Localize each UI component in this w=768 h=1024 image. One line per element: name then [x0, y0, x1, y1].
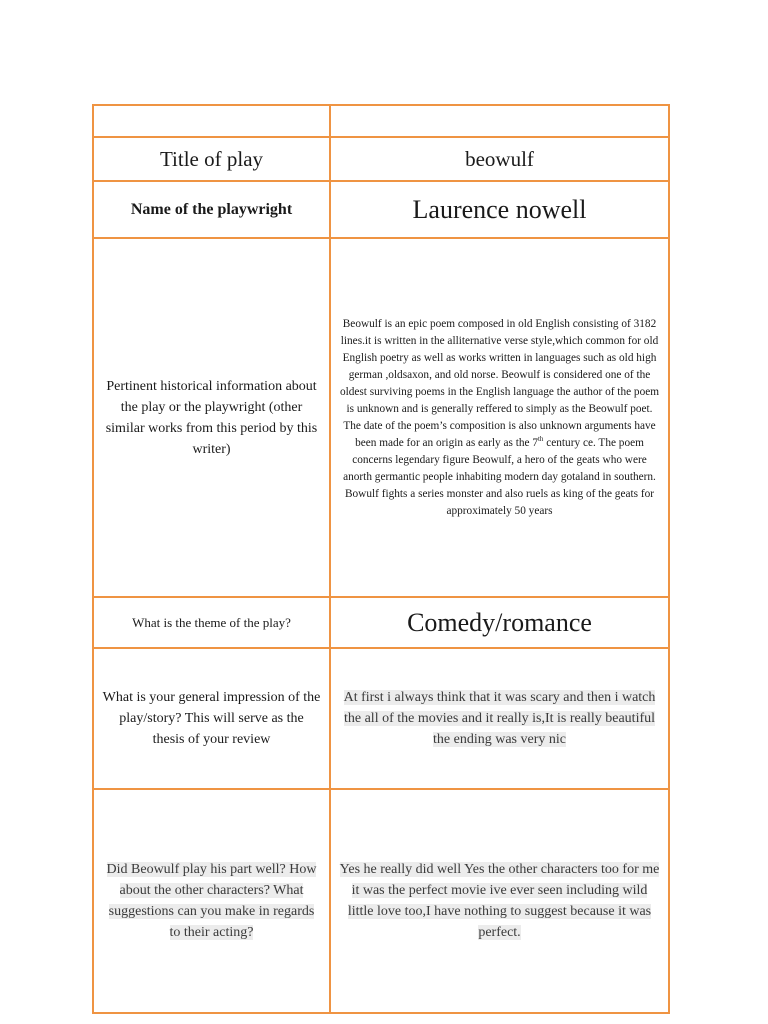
playwright-label: Name of the playwright — [93, 181, 330, 238]
playwright-value: Laurence nowell — [330, 181, 669, 238]
blank-cell-right — [330, 105, 669, 137]
table-row-playwright — [93, 181, 669, 238]
history-text-superscript: th — [537, 434, 544, 443]
impression-value-cell — [330, 648, 669, 789]
table-row-acting — [93, 789, 669, 1013]
impression-label: What is your general impression of the play/story? This will serve as the thesis of your review — [93, 648, 330, 789]
title-label: Title of play — [93, 137, 330, 181]
table-row-impression — [93, 648, 669, 789]
blank-cell-left — [93, 105, 330, 137]
history-text-part1: Beowulf is an epic poem composed in old English consisting of 3182 lines.it is written in the alliternative verse style,which common for old English poetry as well as works written in languages such as old high german ,oldsaxon, and old norse. Beowulf is considered one of the oldest surviving poems in the English language the author of the poem is unknown and is generally reffered to simply as the Beowulf poet. The date of the poem’s composition is also unknown arguments have been made for an origin as early as the 7 — [339, 317, 660, 449]
theme-label: What is the theme of the play? — [93, 597, 330, 648]
impression-value: At first i always think that it was scary and then i watch the all of the movies and it really is,It is really beautiful the ending was very nic — [343, 690, 656, 747]
acting-value-cell — [330, 789, 669, 1013]
table-row-header-blank — [93, 105, 669, 137]
table-row-title — [93, 137, 669, 181]
history-value — [330, 238, 669, 597]
table-row-theme — [93, 597, 669, 648]
play-review-table — [92, 104, 670, 1014]
acting-value: Yes he really did well Yes the other characters too for me it was the perfect movie ive ever seen including wild little love too,I have nothing to suggest because it was perfect. — [339, 862, 660, 940]
history-text-part2: century ce. The poem concerns legendary figure Beowulf, a hero of the geats who were anorth germantic people inhabiting modern day gotaland in southern. Bowulf fights a series monster and also ruels as king of the geats for approximately 50 years — [343, 436, 656, 517]
acting-label: Did Beowulf play his part well? How about the other characters? What suggestions can you make in regards to their acting? — [106, 862, 317, 940]
theme-value: Comedy/romance — [330, 597, 669, 648]
history-label: Pertinent historical information about the play or the playwright (other similar works from this period by this writer) — [93, 238, 330, 597]
table-row-history — [93, 238, 669, 597]
title-value: beowulf — [330, 137, 669, 181]
acting-label-cell — [93, 789, 330, 1013]
